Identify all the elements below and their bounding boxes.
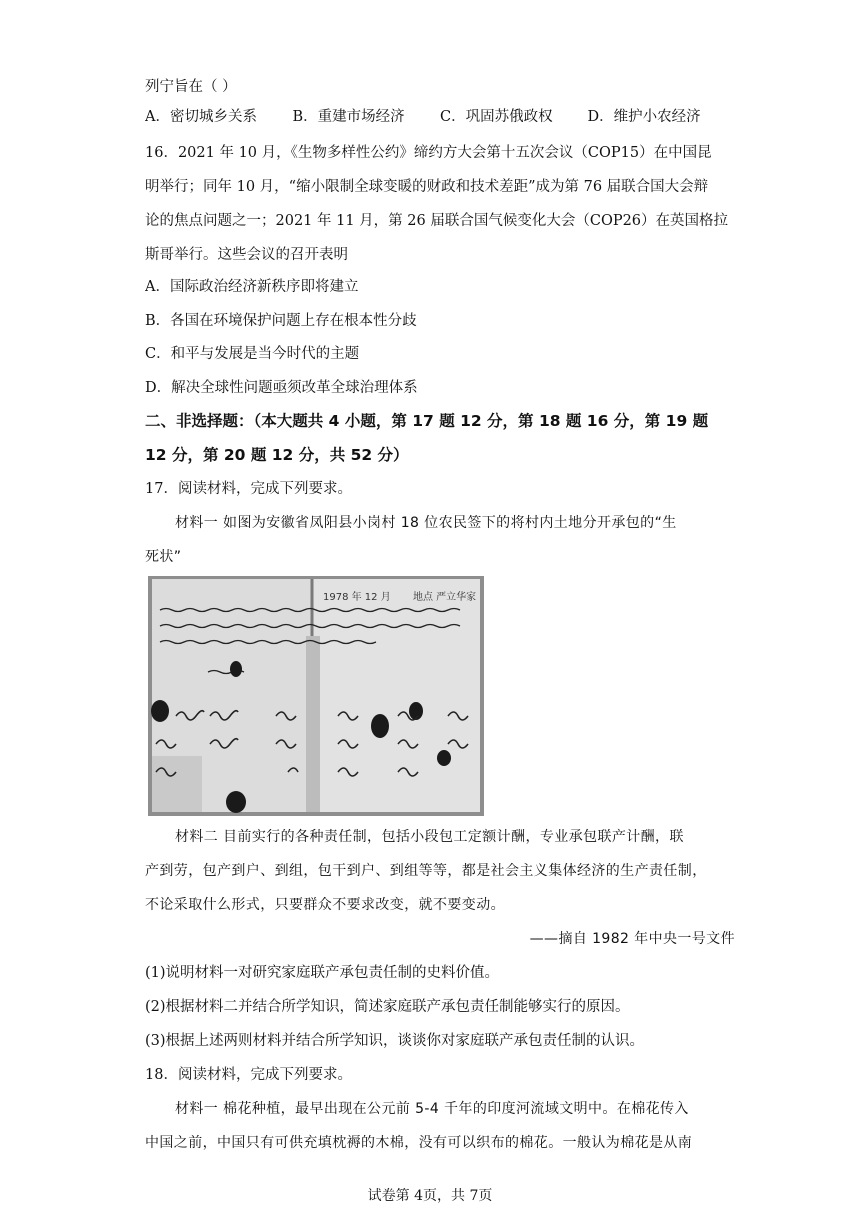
q17-material2-line: 不论采取什么形式，只要群众不要求改变，就不要变动。	[145, 897, 505, 913]
photo-date-scrawl: 1978 年 12 月	[323, 592, 391, 603]
q16-stem-line: 16．2021 年 10 月，《生物多样性公约》缔约方大会第十五次会议（COP15）在中国昆	[145, 145, 712, 161]
contract-photo	[148, 576, 484, 816]
q17-intro: 17．阅读材料，完成下列要求。	[145, 481, 352, 497]
q15-option-a: A．密切城乡关系	[145, 109, 257, 125]
q16-stem-line: 明举行；同年 10 月，“缩小限制全球变暖的财政和技术差距”成为第 76 届联合国大会辩	[145, 179, 709, 195]
q18-intro: 18．阅读材料，完成下列要求。	[145, 1067, 352, 1083]
q17-material1-line: 死状”	[145, 549, 182, 565]
q15-option-c: C．巩固苏俄政权	[440, 109, 553, 125]
section2-heading: 二、非选择题：（本大题共 4 小题，第 17 题 12 分，第 18 题 16 分，第 19 题	[145, 412, 709, 430]
section2-heading: 12 分，第 20 题 12 分，共 52 分）	[145, 446, 409, 464]
q17-material1-line: 材料一 如图为安徽省凤阳县小岗村 18 位农民签下的将村内土地分开承包的“生	[175, 515, 677, 531]
q16-option-b: B．各国在环境保护问题上存在根本性分歧	[145, 313, 417, 329]
q16-option-a: A．国际政治经济新秩序即将建立	[145, 279, 359, 295]
photo-place-scrawl: 地点 严立华家	[413, 592, 477, 603]
q18-material1-line: 中国之前，中国只有可供充填枕褥的木棉，没有可以织布的棉花。一般认为棉花是从南	[145, 1135, 693, 1151]
contract-document-image	[148, 576, 484, 816]
q17-material2-line: 产到劳，包产到户、到组，包干到户、到组等等，都是社会主义集体经济的生产责任制，	[145, 863, 707, 879]
q15-stem-tail: 列宁旨在（ ）	[145, 79, 237, 95]
q17-subquestion-2: (2)根据材料二并结合所学知识，简述家庭联产承包责任制能够实行的原因。	[145, 999, 630, 1015]
q17-subquestion-3: (3)根据上述两则材料并结合所学知识，谈谈你对家庭联产承包责任制的认识。	[145, 1033, 645, 1049]
q16-option-d: D．解决全球性问题亟须改革全球治理体系	[145, 380, 418, 396]
q17-source: ——摘自 1982 年中央一号文件	[529, 931, 735, 947]
page-number-footer: 试卷第 4页，共 7页	[367, 1188, 493, 1204]
q17-subquestion-1: (1)说明材料一对研究家庭联产承包责任制的史料价值。	[145, 965, 500, 981]
q16-stem-line: 论的焦点问题之一；2021 年 11 月，第 26 届联合国气候变化大会（COP26）在英国格拉	[145, 213, 729, 229]
q18-material1-line: 材料一 棉花种植，最早出现在公元前 5-4 千年的印度河流域文明中。在棉花传入	[175, 1101, 689, 1117]
q16-stem-line: 斯哥举行。这些会议的召开表明	[145, 247, 348, 263]
q15-option-d: D．维护小农经济	[587, 109, 701, 125]
q16-option-c: C．和平与发展是当今时代的主题	[145, 346, 360, 362]
q15-options	[145, 106, 735, 128]
q15-option-b: B．重建市场经济	[292, 109, 405, 125]
q17-material2-line: 材料二 目前实行的各种责任制，包括小段包工定额计酬，专业承包联产计酬，联	[175, 829, 684, 845]
